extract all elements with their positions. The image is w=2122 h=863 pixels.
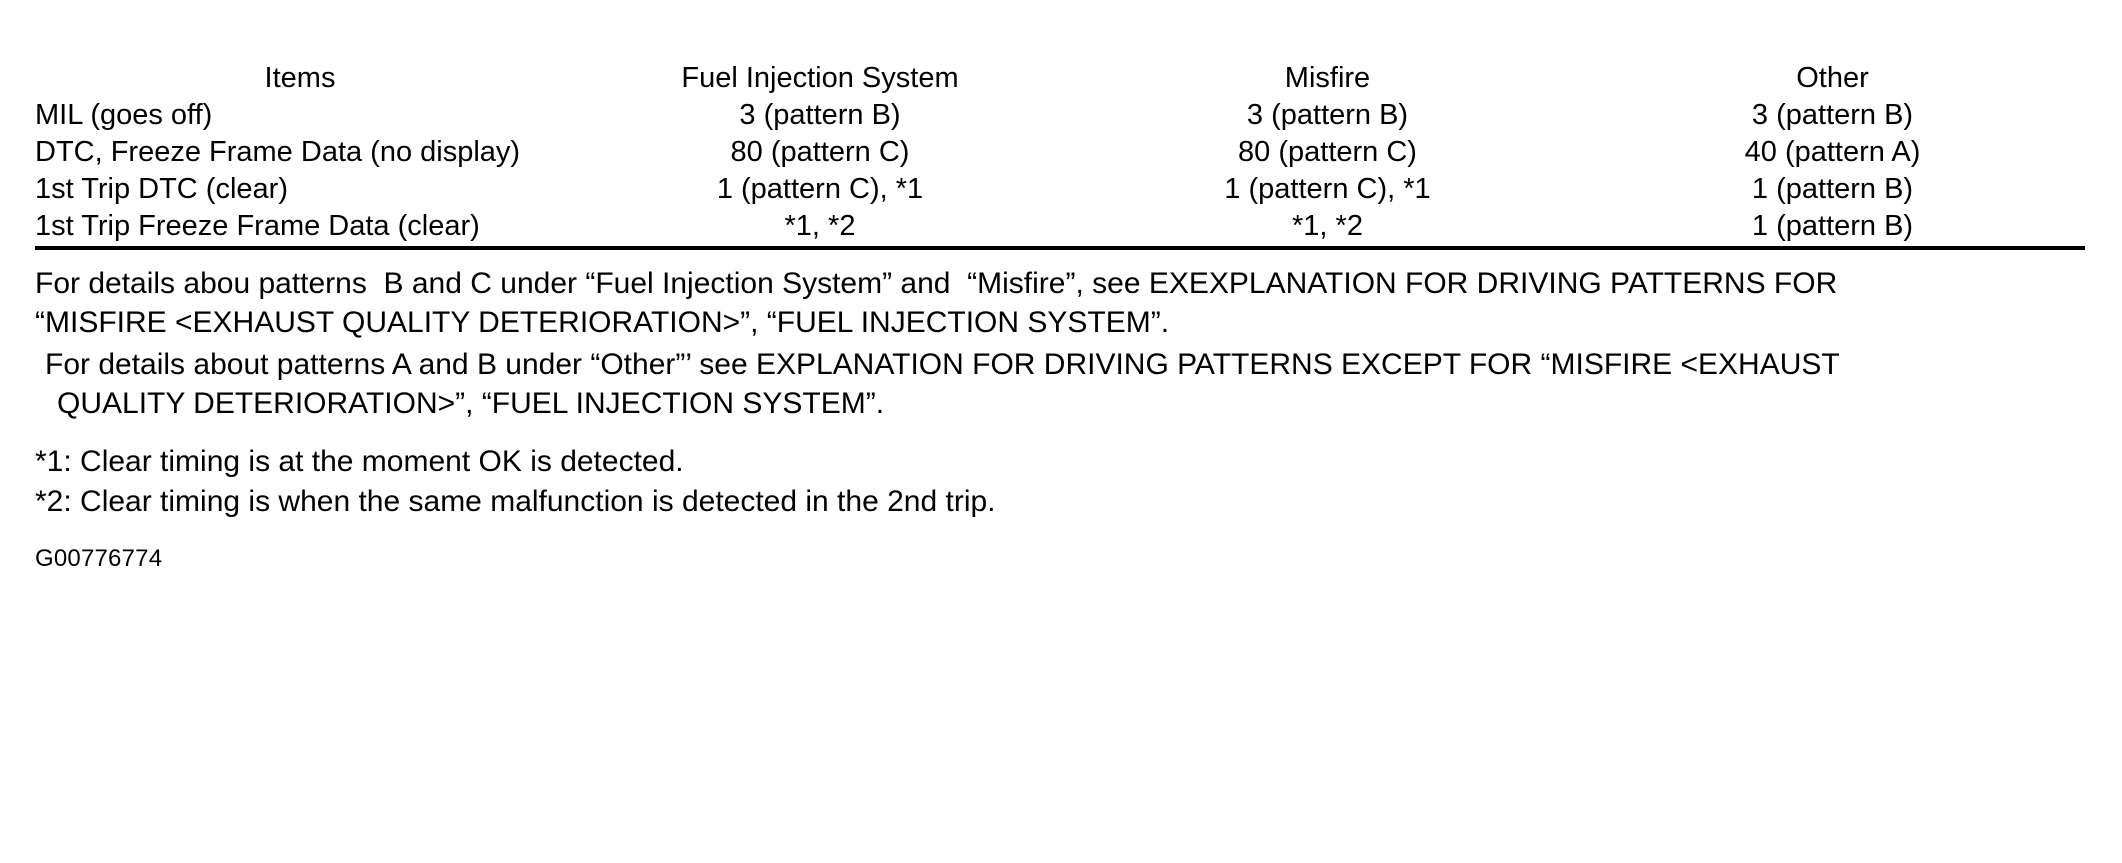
table-row <box>35 171 2085 208</box>
diagnostic-clear-conditions-table <box>35 60 2085 250</box>
note-paragraph-patterns-bc <box>35 264 2085 343</box>
footnote-2: *2: Clear timing is when the same malfunction is detected in the 2nd trip. <box>35 484 996 518</box>
row-value: 40 (pattern A) <box>1744 136 1921 169</box>
table-row <box>35 97 2085 134</box>
row-label: MIL (goes off) <box>35 99 213 132</box>
note-text: For details about patterns A and B under “Other”’ see EXPLANATION FOR DRIVING PATTERNS EXCEPT FOR “MISFIRE <EXHAUST <box>45 347 1840 381</box>
column-header-fuel-injection-system: Fuel Injection System <box>681 62 959 94</box>
notes-section <box>35 264 2085 574</box>
note-text: QUALITY DETERIORATION>”, “FUEL INJECTION SYSTEM”. <box>57 387 885 421</box>
row-value: 1 (pattern C), *1 <box>716 173 924 206</box>
note-text: “MISFIRE <EXHAUST QUALITY DETERIORATION>”, “FUEL INJECTION SYSTEM”. <box>35 306 1170 340</box>
row-label: DTC, Freeze Frame Data (no display) <box>35 136 521 169</box>
table-body <box>35 97 2085 247</box>
note-paragraph-patterns-ab <box>35 345 2085 424</box>
row-label: 1st Trip Freeze Frame Data (clear) <box>35 208 565 247</box>
table-header-row <box>35 60 2085 97</box>
row-value: 80 (pattern C) <box>1238 136 1417 169</box>
table-row <box>35 208 2085 247</box>
footnote-1: *1: Clear timing is at the moment OK is detected. <box>35 444 684 478</box>
column-header-items: Items <box>264 62 336 94</box>
row-value: 1 (pattern B) <box>1580 208 2085 247</box>
row-value: 3 (pattern B) <box>739 99 901 132</box>
table-row <box>35 134 2085 171</box>
row-value: 1 (pattern C), *1 <box>1224 173 1431 206</box>
row-value: 3 (pattern B) <box>1751 99 1914 132</box>
column-header-other: Other <box>1796 62 1869 94</box>
document-content <box>35 60 2095 573</box>
row-value: *1, *2 <box>565 208 1075 247</box>
row-value: 1 (pattern B) <box>1751 173 1914 206</box>
table-header <box>35 60 2085 97</box>
note-text: For details abou patterns B and C under “Fuel Injection System” and “Misfire”, see EXEXPLANATION FOR DRIVING PATTERNS FOR <box>35 266 1838 300</box>
row-value: 3 (pattern B) <box>1246 99 1409 132</box>
row-label: 1st Trip DTC (clear) <box>35 173 288 206</box>
figure-id: G00776774 <box>35 545 163 573</box>
column-header-misfire: Misfire <box>1284 62 1371 94</box>
row-value: *1, *2 <box>1075 208 1580 247</box>
row-value: 80 (pattern C) <box>730 136 910 169</box>
